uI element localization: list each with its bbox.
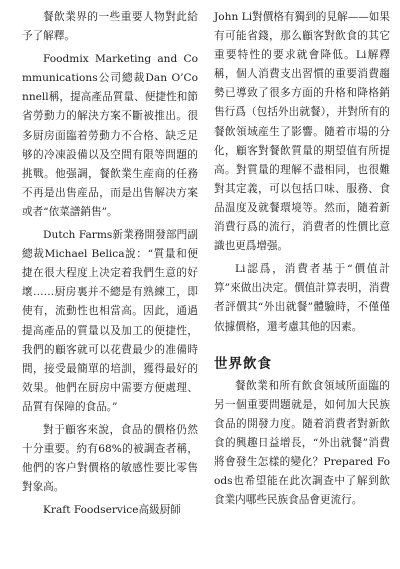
world-food-paragraph: 餐飲業和所有飲食領域所面臨的另一個重要問題就是，如何加大民族食品的開發力度。隨着消費者對新飲食的興趣日益增長，“外出就餐”消費將會發生怎樣的變化？Prepared Foods也希望能在此次調查中了解到飲食業内哪些民族食品會更流行。 <box>214 379 390 507</box>
belica-paragraph: Dutch Farms新業務開發部門副總裁Michael Belica說：“質量和便捷在很大程度上决定着我們生意的好壞……厨房裏并不總是有熟練工，即使有，流動性也相當高。因此，通過提高產品的質量以及加工的便捷性，我們的顧客就可以花費最少的准備時間，接受最簡單的培訓，獲得最好的效果。他們在厨房中需要方便處理、品質有保障的食品。” <box>22 229 198 413</box>
li-paragraph: John Li對價格有獨到的見解——如果有可能省錢，那么顧客對飲食的其它重要特性的要求就會降低。Li解釋稱，個人消費支出習慣的重要消費趨勢已導致了很多方面的升格和降格銷售行爲（包括外出就餐），并對所有的餐飲領域産生了影響。隨着市場的分化，顧客對餐飲質量的期望值有所提高。對質量的理解不盡相同，也很難對其定義，可以包括口味、服務、食品温度及就餐環境等。然而，隨着新消費行爲的流行，消費者的性價比意識也更爲增强。 <box>214 11 390 253</box>
left-column <box>22 8 198 569</box>
section-heading: 世界飲食 <box>214 355 272 372</box>
value-calculation-paragraph: Li認爲，消費者基于“價值計算”來做出决定。價值計算表明，消費者評價其“外出就餐”體驗時，不僅僅依據價格，還考慮其他的因素。 <box>214 263 390 333</box>
right-column <box>214 8 390 569</box>
kraft-paragraph: Kraft Foodservice高級厨師 <box>43 504 181 517</box>
intro-paragraph: 餐飲業界的一些重要人物對此給予了解釋。 <box>22 11 198 43</box>
oconnell-paragraph: Foodmix Marketing and Communications公司總裁Dan O’Connell稱，提高產品質量、便捷性和節省勞動力的解決方案不斷被推出。很多厨房面臨着勞動力不合格、缺乏足够的冷凍設備以及空間有限等問題的挑戰。他强調，餐飲業生産商的任務不再是出售産品，而是出售解决方案或者“依菜譜銷售”。 <box>22 53 198 218</box>
price-paragraph: 對于顧客來說，食品的價格仍然十分重要。約有68%的被調查者稱，他們的客户對價格的敏感性要比零售對象高。 <box>22 423 198 494</box>
